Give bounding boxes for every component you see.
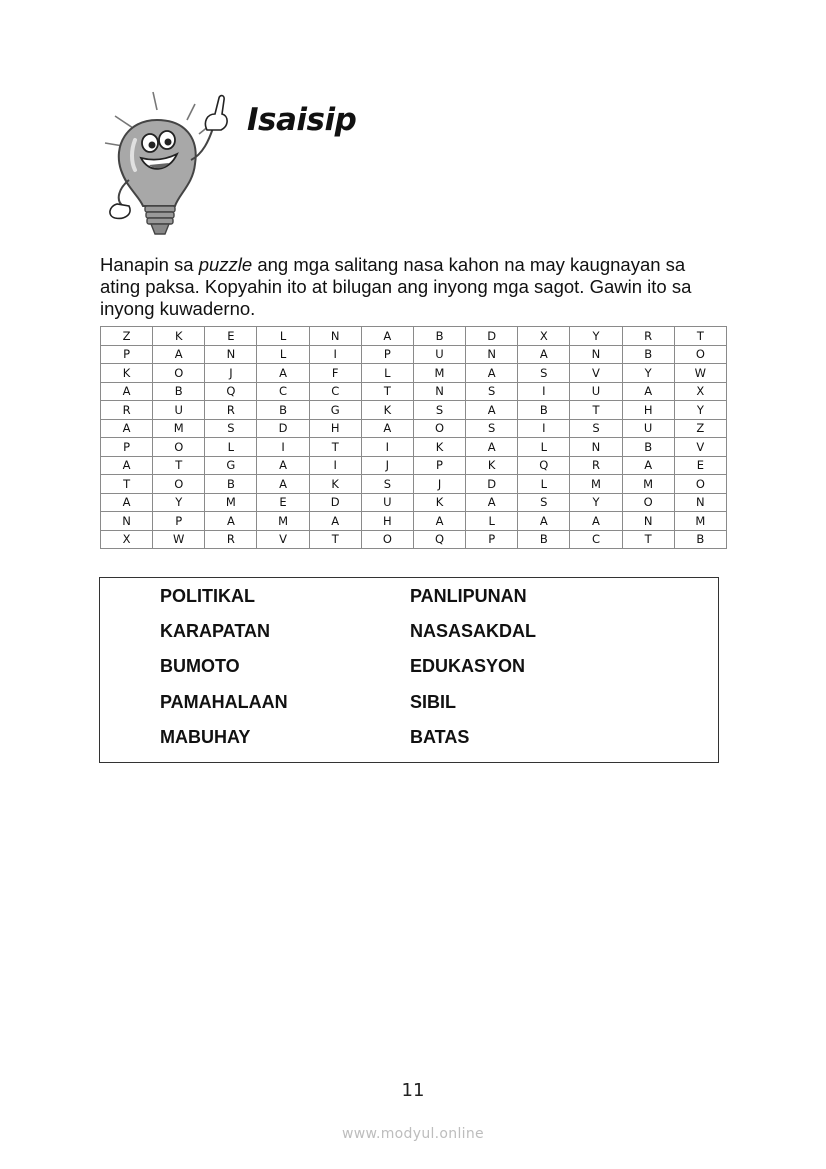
grid-cell: A <box>413 512 465 531</box>
grid-row <box>101 382 727 401</box>
grid-cell: M <box>205 493 257 512</box>
grid-cell: A <box>257 475 309 494</box>
grid-cell: V <box>257 530 309 549</box>
grid-cell: B <box>518 401 570 420</box>
grid-cell: S <box>466 419 518 438</box>
grid-cell: B <box>413 327 465 346</box>
grid-cell: O <box>674 345 726 364</box>
page-number: 11 <box>401 1080 425 1101</box>
grid-cell: J <box>205 364 257 383</box>
grid-row <box>101 327 727 346</box>
grid-row <box>101 364 727 383</box>
grid-cell: F <box>309 364 361 383</box>
grid-cell: A <box>518 345 570 364</box>
grid-cell: B <box>674 530 726 549</box>
grid-cell: R <box>205 401 257 420</box>
word-item: PANLIPUNAN <box>410 586 527 606</box>
grid-cell: X <box>101 530 153 549</box>
grid-cell: P <box>101 345 153 364</box>
grid-cell: M <box>153 419 205 438</box>
grid-cell: N <box>205 345 257 364</box>
grid-cell: M <box>413 364 465 383</box>
grid-cell: L <box>257 345 309 364</box>
word-list-left <box>160 586 288 762</box>
grid-cell: O <box>622 493 674 512</box>
grid-cell: B <box>518 530 570 549</box>
grid-cell: D <box>257 419 309 438</box>
grid-cell: L <box>257 327 309 346</box>
grid-cell: S <box>361 475 413 494</box>
grid-cell: J <box>413 475 465 494</box>
grid-cell: V <box>570 364 622 383</box>
grid-cell: A <box>101 456 153 475</box>
grid-row <box>101 512 727 531</box>
grid-cell: A <box>361 327 413 346</box>
grid-cell: K <box>361 401 413 420</box>
word-item: BATAS <box>410 726 470 747</box>
grid-cell: U <box>622 419 674 438</box>
grid-cell: R <box>101 401 153 420</box>
grid-cell: O <box>674 475 726 494</box>
grid-cell: O <box>153 438 205 457</box>
grid-cell: H <box>361 512 413 531</box>
grid-cell: T <box>361 382 413 401</box>
grid-cell: N <box>674 493 726 512</box>
grid-cell: R <box>570 456 622 475</box>
word-item: EDUKASYON <box>410 656 526 677</box>
grid-cell: A <box>257 364 309 383</box>
grid-cell: O <box>413 419 465 438</box>
grid-cell: O <box>153 364 205 383</box>
grid-cell: A <box>101 382 153 401</box>
word-item: SIBIL <box>410 691 457 712</box>
grid-cell: X <box>674 382 726 401</box>
grid-row <box>101 530 727 549</box>
grid-cell: B <box>622 345 674 364</box>
grid-cell: T <box>309 438 361 457</box>
grid-cell: D <box>309 493 361 512</box>
grid-cell: R <box>205 530 257 549</box>
grid-cell: S <box>570 419 622 438</box>
grid-cell: H <box>622 401 674 420</box>
grid-row <box>101 345 727 364</box>
grid-cell: Y <box>153 493 205 512</box>
grid-cell: P <box>101 438 153 457</box>
grid-row <box>101 456 727 475</box>
grid-cell: W <box>674 364 726 383</box>
word-item: NASASAKDAL <box>410 621 536 642</box>
grid-cell: G <box>309 401 361 420</box>
grid-cell: Z <box>674 419 726 438</box>
grid-cell: P <box>466 530 518 549</box>
grid-cell: M <box>622 475 674 494</box>
grid-cell: Y <box>622 364 674 383</box>
grid-cell: T <box>309 530 361 549</box>
grid-cell: B <box>257 401 309 420</box>
grid-row <box>101 438 727 457</box>
grid-cell: A <box>361 419 413 438</box>
grid-cell: A <box>309 512 361 531</box>
section-header <box>95 88 415 248</box>
word-search-grid <box>100 326 727 549</box>
grid-cell: P <box>413 456 465 475</box>
grid-cell: X <box>518 327 570 346</box>
grid-cell: A <box>101 493 153 512</box>
grid-cell: Z <box>101 327 153 346</box>
grid-cell: E <box>257 493 309 512</box>
word-item: KARAPATAN <box>160 621 270 642</box>
grid-cell: T <box>101 475 153 494</box>
grid-cell: Q <box>518 456 570 475</box>
grid-cell: N <box>309 327 361 346</box>
grid-cell: I <box>257 438 309 457</box>
grid-cell: P <box>153 512 205 531</box>
grid-cell: I <box>361 438 413 457</box>
grid-cell: L <box>466 512 518 531</box>
grid-cell: A <box>570 512 622 531</box>
instructions-paragraph <box>100 254 730 320</box>
watermark-text: www.modyul.online <box>342 1126 484 1142</box>
grid-cell: Q <box>413 530 465 549</box>
grid-cell: I <box>518 419 570 438</box>
grid-cell: A <box>622 382 674 401</box>
word-item: PAMAHALAAN <box>160 691 288 712</box>
grid-cell: S <box>518 364 570 383</box>
grid-cell: L <box>518 475 570 494</box>
grid-cell: A <box>153 345 205 364</box>
word-item: POLITIKAL <box>160 586 255 606</box>
grid-cell: E <box>674 456 726 475</box>
grid-cell: G <box>205 456 257 475</box>
grid-cell: C <box>570 530 622 549</box>
word-list-box <box>99 577 719 763</box>
grid-cell: E <box>205 327 257 346</box>
grid-cell: N <box>570 438 622 457</box>
grid-cell: A <box>622 456 674 475</box>
word-list-right <box>410 586 536 762</box>
grid-cell: D <box>466 475 518 494</box>
grid-cell: T <box>153 456 205 475</box>
grid-cell: Y <box>570 327 622 346</box>
grid-cell: V <box>674 438 726 457</box>
instructions-italic-word: puzzle <box>198 254 253 275</box>
grid-cell: B <box>153 382 205 401</box>
grid-cell: U <box>361 493 413 512</box>
grid-row <box>101 401 727 420</box>
grid-cell: A <box>518 512 570 531</box>
grid-cell: R <box>622 327 674 346</box>
grid-cell: B <box>622 438 674 457</box>
grid-cell: A <box>466 364 518 383</box>
grid-cell: A <box>257 456 309 475</box>
grid-cell: I <box>309 345 361 364</box>
grid-cell: A <box>466 438 518 457</box>
grid-cell: K <box>413 493 465 512</box>
grid-cell: M <box>674 512 726 531</box>
grid-cell: C <box>309 382 361 401</box>
grid-cell: K <box>153 327 205 346</box>
grid-cell: J <box>361 456 413 475</box>
grid-cell: M <box>570 475 622 494</box>
grid-cell: K <box>413 438 465 457</box>
grid-cell: P <box>361 345 413 364</box>
grid-cell: H <box>309 419 361 438</box>
grid-cell: B <box>205 475 257 494</box>
grid-row <box>101 493 727 512</box>
grid-cell: M <box>257 512 309 531</box>
grid-cell: C <box>257 382 309 401</box>
grid-cell: O <box>153 475 205 494</box>
grid-cell: T <box>570 401 622 420</box>
grid-cell: A <box>466 493 518 512</box>
grid-cell: S <box>466 382 518 401</box>
grid-cell: U <box>413 345 465 364</box>
grid-cell: U <box>153 401 205 420</box>
grid-cell: Y <box>570 493 622 512</box>
grid-cell: T <box>674 327 726 346</box>
grid-cell: T <box>622 530 674 549</box>
grid-cell: O <box>361 530 413 549</box>
grid-cell: N <box>413 382 465 401</box>
grid-cell: N <box>622 512 674 531</box>
grid-cell: L <box>518 438 570 457</box>
grid-cell: K <box>309 475 361 494</box>
word-item: MABUHAY <box>160 726 251 747</box>
section-title: Isaisip <box>247 102 357 138</box>
grid-cell: U <box>570 382 622 401</box>
grid-cell: A <box>101 419 153 438</box>
grid-cell: A <box>205 512 257 531</box>
instructions-text-2: ang mga salitang nasa kahon na may kaugnayan sa ating paksa. Kopyahin ito at bilugan ang inyong mga sagot. Gawin ito sa inyong kuwaderno. <box>100 254 692 319</box>
word-item: BUMOTO <box>160 656 240 677</box>
grid-cell: I <box>309 456 361 475</box>
grid-cell: S <box>205 419 257 438</box>
grid-cell: L <box>361 364 413 383</box>
grid-cell: S <box>413 401 465 420</box>
lightbulb-mascot-icon <box>95 88 245 248</box>
grid-cell: A <box>466 401 518 420</box>
grid-cell: K <box>466 456 518 475</box>
grid-cell: I <box>518 382 570 401</box>
grid-cell: S <box>518 493 570 512</box>
grid-cell: N <box>570 345 622 364</box>
grid-row <box>101 475 727 494</box>
grid-cell: W <box>153 530 205 549</box>
instructions-text-1: Hanapin sa <box>100 254 199 275</box>
grid-row <box>101 419 727 438</box>
grid-cell: D <box>466 327 518 346</box>
grid-cell: L <box>205 438 257 457</box>
grid-cell: N <box>101 512 153 531</box>
grid-cell: K <box>101 364 153 383</box>
grid-cell: N <box>466 345 518 364</box>
grid-cell: Q <box>205 382 257 401</box>
grid-cell: Y <box>674 401 726 420</box>
